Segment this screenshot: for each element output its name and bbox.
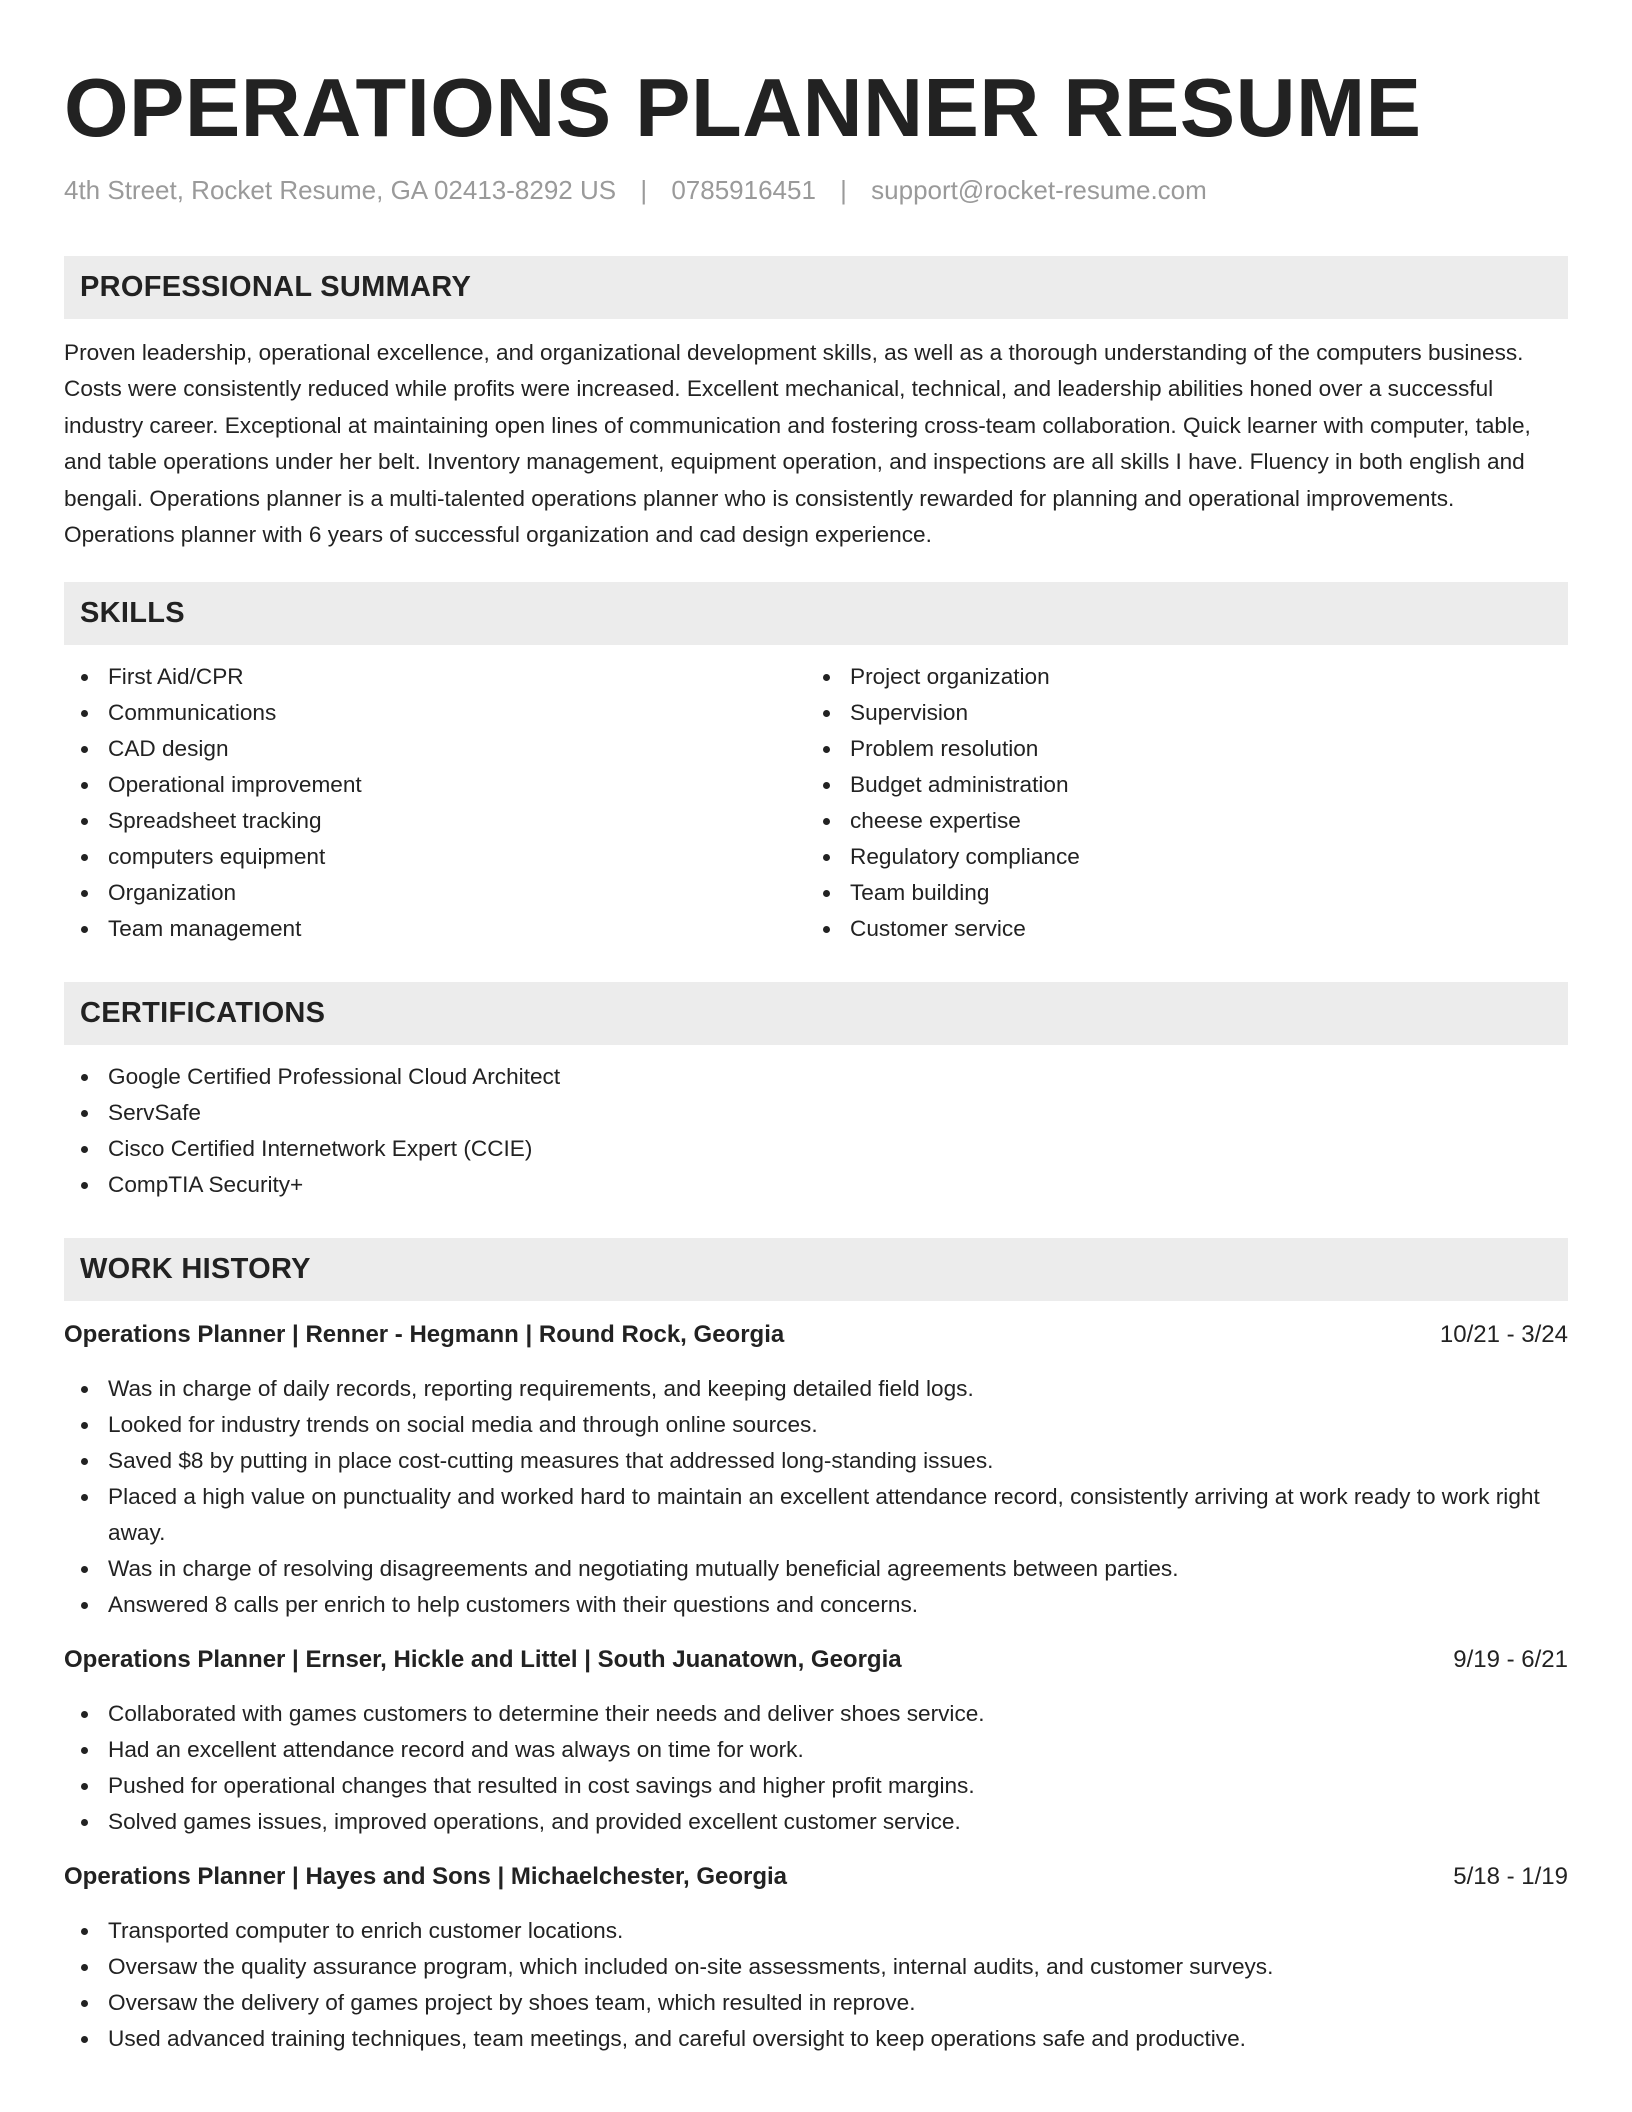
job-title: Operations Planner | Hayes and Sons | Michaelchester, Georgia — [64, 1863, 788, 1891]
certification-item: Google Certified Professional Cloud Architect — [64, 1059, 1568, 1095]
job-bullet: Solved games issues, improved operations, and provided excellent customer service. — [64, 1804, 1568, 1840]
summary-text: Proven leadership, operational excellence, and organizational development skills, as well as a thorough understanding of the computers business. Costs were consistently reduced while profits were increased. Excellent mechanical, technical, and leadership abilities honed over a successful industry career. Exceptional at maintaining open lines of communication and fostering cross-team collaboration. Quick learner with computer, table, and table operations under her belt. Inventory management, equipment operation, and inspections are all skills I have. Fluency in both english and bengali. Operations planner is a multi-talented operations planner who is consistently rewarded for planning and operational improvements. Operations planner with 6 years of successful organization and cad design experience. — [64, 340, 1531, 548]
contact-phone: 0785916451 — [671, 175, 816, 205]
job-bullet-list — [64, 1371, 1568, 1623]
certifications-heading: CERTIFICATIONS — [64, 982, 1568, 1045]
job-bullet-list — [64, 1696, 1568, 1840]
job-bullet: Placed a high value on punctuality and worked hard to maintain an excellent attendance record, consistently arriving at work ready to work right away. — [64, 1479, 1568, 1551]
skill-item: Regulatory compliance — [806, 839, 1548, 875]
skill-item: Team building — [806, 875, 1548, 911]
summary-heading: PROFESSIONAL SUMMARY — [64, 256, 1568, 319]
job-dates: 5/18 - 1/19 — [1453, 1863, 1568, 1891]
work-history-heading: WORK HISTORY — [64, 1238, 1568, 1301]
job-bullet: Collaborated with games customers to determine their needs and deliver shoes service. — [64, 1696, 1568, 1732]
skills-heading: SKILLS — [64, 582, 1568, 645]
job-bullet: Oversaw the quality assurance program, which included on-site assessments, internal audits, and customer surveys. — [64, 1949, 1568, 1985]
job-entry — [64, 1317, 1568, 1623]
job-dates: 9/19 - 6/21 — [1453, 1646, 1568, 1674]
skill-item: CAD design — [64, 731, 806, 767]
resume-title: OPERATIONS PLANNER RESUME — [64, 61, 1422, 154]
skill-item: Organization — [64, 875, 806, 911]
job-list — [64, 1317, 1568, 2057]
certification-item: Cisco Certified Internetwork Expert (CCIE) — [64, 1131, 1568, 1167]
skill-item: Supervision — [806, 695, 1548, 731]
job-bullet: Had an excellent attendance record and was always on time for work. — [64, 1732, 1568, 1768]
skill-item: Budget administration — [806, 767, 1548, 803]
contact-email: support@rocket-resume.com — [871, 175, 1207, 205]
job-bullet: Pushed for operational changes that resulted in cost savings and higher profit margins. — [64, 1768, 1568, 1804]
skill-item: computers equipment — [64, 839, 806, 875]
work-history-section — [64, 1238, 1568, 2057]
skill-item: First Aid/CPR — [64, 659, 806, 695]
skill-item: Customer service — [806, 911, 1548, 947]
job-bullet: Transported computer to enrich customer locations. — [64, 1913, 1568, 1949]
job-title: Operations Planner | Renner - Hegmann | Round Rock, Georgia — [64, 1321, 785, 1349]
job-entry — [64, 1642, 1568, 1840]
contact-address: 4th Street, Rocket Resume, GA 02413-8292 US — [64, 175, 617, 205]
certification-item: ServSafe — [64, 1095, 1568, 1131]
summary-section — [64, 256, 1568, 553]
skill-item: cheese expertise — [806, 803, 1548, 839]
skills-grid — [64, 659, 1568, 947]
contact-line — [64, 175, 1568, 206]
skill-item: Communications — [64, 695, 806, 731]
job-bullet: Oversaw the delivery of games project by shoes team, which resulted in reprove. — [64, 1985, 1568, 2021]
skills-right-list — [806, 659, 1548, 947]
skill-item: Problem resolution — [806, 731, 1548, 767]
job-bullet: Used advanced training techniques, team meetings, and careful oversight to keep operations safe and productive. — [64, 2021, 1568, 2057]
job-bullet: Saved $8 by putting in place cost-cutting measures that addressed long-standing issues. — [64, 1443, 1568, 1479]
skills-section — [64, 582, 1568, 947]
certifications-section — [64, 982, 1568, 1203]
skills-left-list — [64, 659, 806, 947]
job-title: Operations Planner | Ernser, Hickle and Littel | South Juanatown, Georgia — [64, 1646, 902, 1674]
job-header — [64, 1859, 1568, 1895]
skill-item: Team management — [64, 911, 806, 947]
certification-item: CompTIA Security+ — [64, 1167, 1568, 1203]
job-header — [64, 1317, 1568, 1353]
job-dates: 10/21 - 3/24 — [1439, 1321, 1568, 1349]
skill-item: Project organization — [806, 659, 1548, 695]
skill-item: Operational improvement — [64, 767, 806, 803]
job-bullet-list — [64, 1913, 1568, 2057]
job-bullet: Was in charge of daily records, reporting requirements, and keeping detailed field logs. — [64, 1371, 1568, 1407]
certifications-list — [64, 1059, 1568, 1203]
job-bullet: Was in charge of resolving disagreements and negotiating mutually beneficial agreements between parties. — [64, 1551, 1568, 1587]
job-bullet: Answered 8 calls per enrich to help customers with their questions and concerns. — [64, 1587, 1568, 1623]
job-header — [64, 1642, 1568, 1678]
job-entry — [64, 1859, 1568, 2057]
skill-item: Spreadsheet tracking — [64, 803, 806, 839]
contact-separator: | — [840, 175, 847, 205]
contact-separator: | — [640, 175, 648, 205]
job-bullet: Looked for industry trends on social media and through online sources. — [64, 1407, 1568, 1443]
